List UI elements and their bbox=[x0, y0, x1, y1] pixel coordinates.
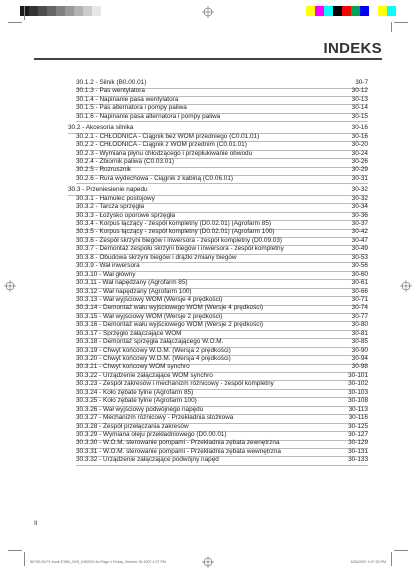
toc-entry-title: 30.2 - Akcesoria silnika bbox=[68, 124, 134, 132]
toc-entry-title: 30.3.28 - Zespół przełączania zakresów bbox=[76, 422, 189, 430]
toc-entry-page: 30-29 bbox=[351, 166, 368, 174]
toc-entry[interactable] bbox=[0, 87, 416, 95]
toc-entry-title: 30.3.3 - Łożysko oporowe sprzęgła bbox=[76, 211, 176, 219]
toc-entry[interactable] bbox=[0, 456, 416, 464]
header-rule bbox=[34, 58, 382, 60]
toc-entry-page: 30-71 bbox=[351, 295, 368, 303]
toc-entry-page: 30-116 bbox=[348, 414, 368, 422]
registration-target-top bbox=[202, 6, 214, 18]
toc-entry-page: 30-49 bbox=[351, 245, 368, 253]
toc-entry-title: 30.3.21 - Chwyt końcowy WOM synchro bbox=[76, 363, 190, 371]
toc-entry-title: 30.3.6 - Zespół skrzyni biegów i inwersora - zespół kompletny (D0.09.03) bbox=[76, 236, 283, 244]
crop-mark-top-left-v bbox=[24, 6, 25, 20]
gray-bar-swatch bbox=[65, 6, 74, 16]
toc-entry-page: 30-85 bbox=[351, 338, 368, 346]
toc-entry-page: 30-20 bbox=[351, 141, 368, 149]
toc-entry-title: 30.3.32 - Urządzenie załączające podwójny napęd bbox=[76, 456, 219, 464]
print-slug-right: 6/26/2007 4:27:33 PM bbox=[350, 560, 386, 564]
toc-entry-page: 30-32 bbox=[351, 194, 368, 202]
toc-entry-title: 30.3.1 - Hamulec postojowy bbox=[76, 194, 155, 202]
toc-entry[interactable] bbox=[0, 406, 416, 414]
toc-entry[interactable] bbox=[0, 414, 416, 422]
crop-mark-bottom-left-v bbox=[24, 552, 25, 566]
toc-entry-page: 30-66 bbox=[351, 287, 368, 295]
toc-entry-page: 30-24 bbox=[351, 149, 368, 157]
toc-entry-page: 30-15 bbox=[351, 112, 368, 120]
toc-entry-page: 30-56 bbox=[351, 262, 368, 270]
crop-mark-top-right bbox=[394, 22, 408, 23]
toc-section[interactable] bbox=[0, 186, 416, 194]
toc-entry-title: 30.2.6 - Rura wydechowa - Ciągnik z kabiną (C0.06.01) bbox=[76, 174, 234, 182]
toc-entry[interactable] bbox=[0, 439, 416, 447]
toc-entry[interactable] bbox=[0, 254, 416, 262]
toc-entry[interactable] bbox=[0, 431, 416, 439]
toc-entry-page: 30-102 bbox=[348, 380, 368, 388]
toc-entry-title: 30.3 - Przeniesienie napedu bbox=[68, 186, 148, 194]
toc-entry[interactable] bbox=[0, 175, 416, 183]
color-bar-swatch bbox=[351, 6, 360, 16]
toc-entry-title: 30.3.17 - Sprzęgło załączające WOM bbox=[76, 329, 182, 337]
toc-entry-page: 30-90 bbox=[351, 346, 368, 354]
toc-entry-title: 30.3.29 - Wymiana oleju przekładniowego (D0.00.01) bbox=[76, 430, 227, 438]
toc-entry-page: 30-53 bbox=[351, 253, 368, 261]
toc-entry[interactable] bbox=[0, 363, 416, 371]
toc-entry-page: 30-14 bbox=[351, 104, 368, 112]
toc-entry-title: 30.3.9 - Wał inwersora bbox=[76, 262, 140, 270]
toc-section[interactable] bbox=[0, 124, 416, 132]
toc-entry[interactable] bbox=[0, 96, 416, 104]
toc-entry-page: 30-7 bbox=[355, 79, 368, 86]
gray-bar-swatch bbox=[101, 6, 110, 16]
toc-entry-page: 30-103 bbox=[348, 388, 368, 396]
toc-entry-page: 30-16 bbox=[351, 124, 368, 132]
print-slug-left: 80740-09-PL.book ETAB_OKS_INDEKS.fm Page 1 Friday, October 26 2007 4:27 PM bbox=[30, 560, 166, 564]
toc-entry[interactable] bbox=[0, 372, 416, 380]
toc-entry-title: 30.3.27 - Mechanizm różnicowy - Przekładnia stożkowa bbox=[76, 414, 234, 422]
toc-entry-page: 30-12 bbox=[351, 87, 368, 95]
toc-entry[interactable] bbox=[0, 212, 416, 220]
toc-entry-page: 30-129 bbox=[348, 439, 368, 447]
toc-entry-title: 30.3.24 - Koło zębate tylne (Agrofarm 85) bbox=[76, 388, 194, 396]
toc-entry[interactable] bbox=[0, 79, 416, 87]
toc-entry-page: 30-81 bbox=[351, 329, 368, 337]
gray-bar-swatch bbox=[38, 6, 47, 16]
toc-entry-title: 30.3.18 - Demontaż sprzęgła załączającego W.O.M. bbox=[76, 338, 224, 346]
color-bar-swatch bbox=[315, 6, 324, 16]
toc-entry-title: 30.1.6 - Napinanie pasa alternatora i pompy paliwa bbox=[76, 112, 221, 120]
toc-entry[interactable] bbox=[0, 195, 416, 203]
toc-entry[interactable] bbox=[0, 296, 416, 304]
toc-entry-page: 30-127 bbox=[348, 430, 368, 438]
toc-entry-rule bbox=[76, 183, 368, 184]
toc-entry-title: 30.3.25 - Koło zębate tylne (Agrofarm 100) bbox=[76, 397, 197, 405]
toc-entry[interactable] bbox=[0, 150, 416, 158]
toc-entry[interactable] bbox=[0, 237, 416, 245]
toc-entry-page: 30-74 bbox=[351, 304, 368, 312]
toc-entry-title: 30.3.13 - Wał wyjściowy WOM (Wersje 4 prędkości) bbox=[76, 295, 223, 303]
toc-entry-title: 30.1.3 - Pas wentylatora bbox=[76, 87, 145, 95]
crop-mark-top-right-v bbox=[391, 22, 392, 32]
toc-entry-title: 30.3.5 - Korpus łączący - zespół kompletny (D0.02.01) (Agrofarm 100) bbox=[76, 228, 275, 236]
toc-entry-page: 30-131 bbox=[348, 447, 368, 455]
toc-entry-page: 30-31 bbox=[351, 174, 368, 182]
toc-entry-title: 30.3.20 - Chwyt końcowy W.O.M. (Wersja 4 prędkości) bbox=[76, 355, 231, 362]
toc-entry-title: 30.3.30 - W.O.M. sterowanie pompami - Przekładnia zębata zewnętrzna bbox=[76, 439, 280, 447]
toc-entry[interactable] bbox=[0, 220, 416, 228]
toc-entry-page: 30-60 bbox=[351, 270, 368, 278]
toc-entry-page: 30-80 bbox=[351, 321, 368, 329]
color-bar-swatch bbox=[306, 6, 315, 16]
toc-entry-page: 30-26 bbox=[351, 157, 368, 165]
toc-entry-page: 30-13 bbox=[351, 95, 368, 103]
toc-entry-page: 30-61 bbox=[351, 279, 368, 287]
toc-entry[interactable] bbox=[0, 321, 416, 329]
crop-mark-bottom-right-v bbox=[391, 552, 392, 566]
color-bar-swatch bbox=[333, 6, 342, 16]
crop-mark-bottom-right bbox=[394, 550, 408, 551]
toc-entry[interactable] bbox=[0, 166, 416, 174]
page-title: INDEKS bbox=[323, 40, 382, 57]
toc-entry-title: 30.2.1 - CHŁODNICA - Ciągnik bez WOM przedniego (C0.01.01) bbox=[76, 132, 260, 140]
color-bar-swatch bbox=[342, 6, 351, 16]
toc-entry[interactable] bbox=[0, 104, 416, 112]
toc-entry-title: 30.2.3 - Wymiana płynu chłodzącego i przepłukiwanie obwodu bbox=[76, 149, 253, 157]
toc-entry-title: 30.1.5 - Pas alternatora i pompy paliwa bbox=[76, 104, 187, 112]
toc-entry[interactable] bbox=[0, 304, 416, 312]
toc-entry-title: 30.3.15 - Wał wyjściowy WOM (Wersje 2 prędkości) bbox=[76, 312, 223, 320]
toc-entry-title: 30.3.23 - Zespół zakresów i mechanizm różnicowy - zespół kompletny bbox=[76, 380, 274, 388]
color-bar-swatch bbox=[360, 6, 369, 16]
toc-entry-rule bbox=[76, 465, 368, 466]
toc-entry-page: 30-108 bbox=[348, 397, 368, 405]
toc-entry-title: 30.3.22 - Urządzenie załączające WOM synchro bbox=[76, 371, 213, 379]
toc-entry[interactable] bbox=[0, 338, 416, 346]
crop-mark-top-left bbox=[8, 22, 22, 23]
color-bar-swatch bbox=[369, 6, 378, 16]
toc-entry-title: 30.3.2 - Tarcza sprzęgła bbox=[76, 203, 145, 211]
toc-entry[interactable] bbox=[0, 245, 416, 253]
gray-bar-swatch bbox=[92, 6, 101, 16]
page-number: II bbox=[34, 520, 38, 527]
toc-entry[interactable] bbox=[0, 133, 416, 141]
toc-entry-title: 30.1.4 - Napinanie pasa wentylatora bbox=[76, 95, 179, 103]
toc-entry[interactable] bbox=[0, 262, 416, 270]
toc-entry-page: 30-113 bbox=[348, 405, 368, 413]
toc-entry[interactable] bbox=[0, 288, 416, 296]
toc-entry-page: 30-34 bbox=[351, 203, 368, 211]
toc-entry[interactable] bbox=[0, 347, 416, 355]
toc-entry-title: 30.3.7 - Demontaż zespołu skrzyni biegów i inwersora - zespół kompletny bbox=[76, 245, 284, 253]
toc-entry[interactable] bbox=[0, 380, 416, 388]
toc-entry-title: 30.3.16 - Demontaż wału wyjściowego WOM (Wersje 2 prędkości) bbox=[76, 321, 264, 329]
toc-entry[interactable] bbox=[0, 271, 416, 279]
color-bar-swatch bbox=[387, 6, 396, 16]
table-of-contents bbox=[0, 79, 416, 465]
toc-entry[interactable] bbox=[0, 423, 416, 431]
toc-entry-page: 30-32 bbox=[351, 186, 368, 194]
toc-entry-title: 30.3.19 - Chwyt końcowy W.O.M. (Wersja 2 prędkości) bbox=[76, 346, 231, 354]
toc-entry-page: 30-98 bbox=[351, 363, 368, 371]
toc-entry-page: 30-94 bbox=[351, 355, 368, 362]
toc-entry-page: 30-36 bbox=[351, 211, 368, 219]
toc-entry-title: 30.3.11 - Wał napędzany (Agrofarm 85) bbox=[76, 279, 188, 287]
color-bar-swatch bbox=[324, 6, 333, 16]
toc-entry-title: 30.3.26 - Wał wyjściowy podwójnego napędu bbox=[76, 405, 204, 413]
toc-entry-page: 30-47 bbox=[351, 236, 368, 244]
toc-entry-page: 30-77 bbox=[351, 312, 368, 320]
toc-entry-title: 30.1.2 - Silnik (B0.00.01) bbox=[76, 79, 147, 86]
color-bar-swatch bbox=[378, 6, 387, 16]
toc-entry-title: 30.2.5 - Rozrusznik bbox=[76, 166, 132, 174]
toc-entry[interactable] bbox=[0, 158, 416, 166]
toc-entry-title: 30.3.10 - Wał główny bbox=[76, 270, 136, 278]
toc-entry[interactable] bbox=[0, 279, 416, 287]
toc-entry[interactable] bbox=[0, 313, 416, 321]
gray-bar-swatch bbox=[74, 6, 83, 16]
crop-mark-bottom-left bbox=[8, 550, 22, 551]
toc-entry[interactable] bbox=[0, 203, 416, 211]
toc-entry-title: 30.3.31 - W.O.M. sterowanie pompami - Przekładnia zębata wewnętrzna bbox=[76, 447, 281, 455]
gray-bar-swatch bbox=[47, 6, 56, 16]
gray-bar-swatch bbox=[83, 6, 92, 16]
toc-entry-title: 30.3.8 - Obudowa skrzyni biegów i drążki zmiany biegów bbox=[76, 253, 237, 261]
toc-entry-title: 30.2.2 - CHŁODNICA - Ciągnik z WOM przednim (C0.01.01) bbox=[76, 141, 247, 149]
toc-entry[interactable] bbox=[0, 448, 416, 456]
gray-bar-swatch bbox=[29, 6, 38, 16]
toc-entry-title: 30.3.12 - Wał napędzany (Agrofarm 100) bbox=[76, 287, 192, 295]
toc-entry-title: 30.3.14 - Demontaż wału wyjściowego WOM (Wersje 4 prędkości) bbox=[76, 304, 264, 312]
toc-entry-page: 30-125 bbox=[348, 422, 368, 430]
toc-entry-page: 30-37 bbox=[351, 220, 368, 227]
toc-entry-page: 30-101 bbox=[348, 371, 368, 379]
toc-entry[interactable] bbox=[0, 141, 416, 149]
toc-entry[interactable] bbox=[0, 355, 416, 363]
gray-bar-swatch bbox=[56, 6, 65, 16]
toc-entry-page: 30-42 bbox=[351, 228, 368, 236]
toc-entry[interactable] bbox=[0, 389, 416, 397]
toc-entry-rule bbox=[76, 121, 368, 122]
toc-entry[interactable] bbox=[0, 397, 416, 405]
toc-entry-title: 30.2.4 - Zbiornik paliwa (C0.03.01) bbox=[76, 157, 175, 165]
toc-entry-page: 30-133 bbox=[348, 456, 368, 464]
toc-entry-page: 30-16 bbox=[351, 132, 368, 140]
toc-entry[interactable] bbox=[0, 113, 416, 121]
gray-registration-bar bbox=[20, 6, 110, 16]
toc-entry[interactable] bbox=[0, 330, 416, 338]
toc-entry[interactable] bbox=[0, 228, 416, 236]
toc-entry-title: 30.3.4 - Korpus łączący - zespół kompletny (D0.02.01) (Agrofarm 85) bbox=[76, 220, 271, 227]
registration-target-bottom bbox=[202, 556, 214, 568]
color-registration-bar bbox=[306, 6, 396, 16]
